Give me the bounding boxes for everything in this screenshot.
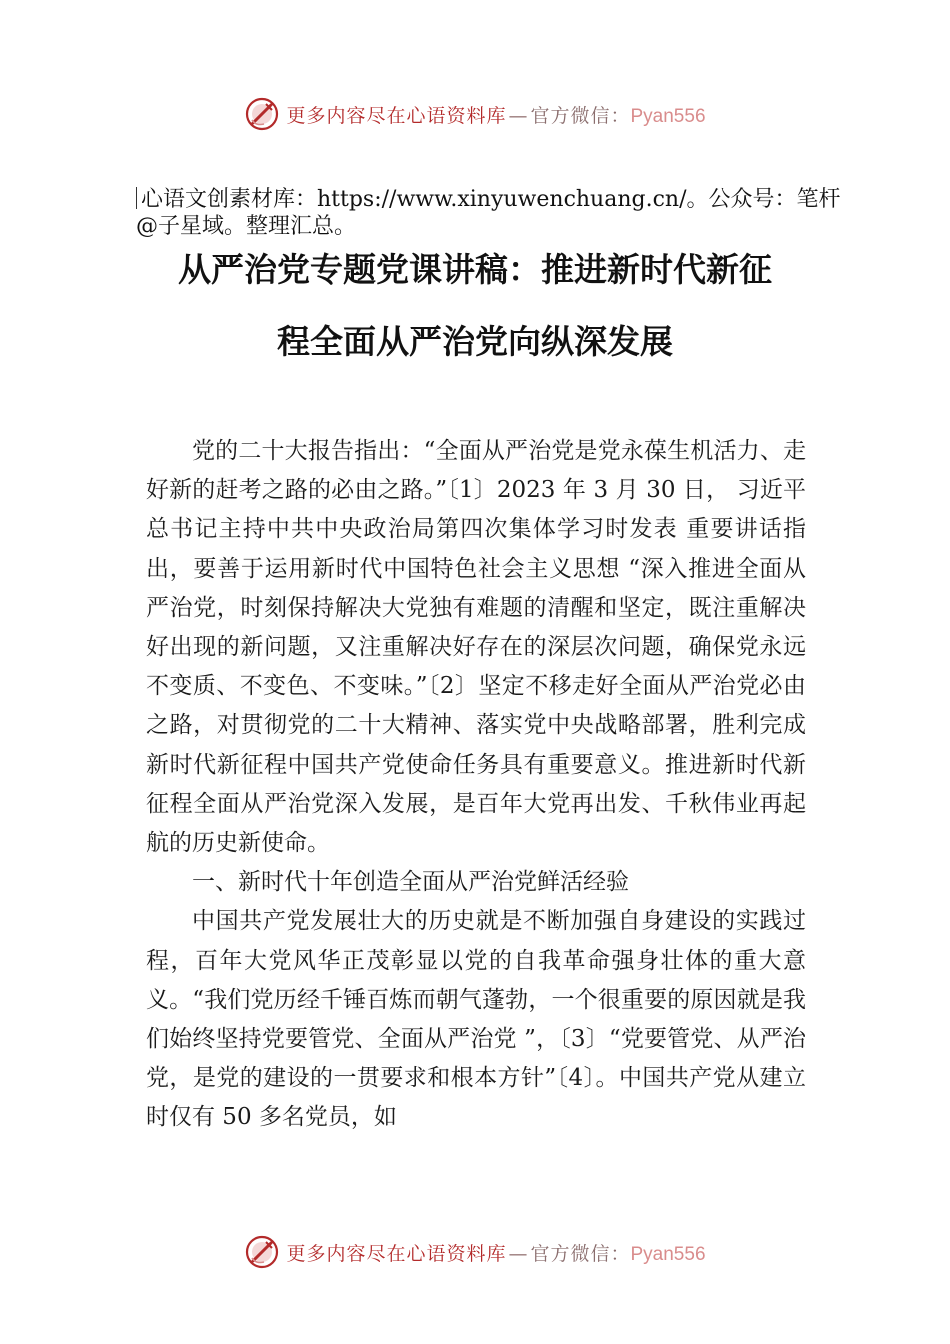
document-body — [146, 432, 806, 1138]
watermark-text — [286, 1239, 705, 1266]
watermark-separator: — — [508, 1242, 529, 1265]
watermark-handle: Pyan556 — [630, 1243, 706, 1265]
pen-circle-logo-icon — [244, 96, 280, 132]
watermark-brand: 更多内容尽在心语资料库 — [286, 1242, 507, 1265]
paragraph-section-1: 中国共产党发展壮大的历史就是不断加强自身建设的实践过程，百年大党风华正茂彰显以党的自我革命强身壮体的重大意义。“我们党历经千锤百炼而朝气蓬勃，一个很重要的原因就是我们始终坚持党要管党、全面从严治党 ”，〔3〕“党要管党、从严治党，是党的建设的一贯要求和根本方针”〔4〕。中国共产党从建立时仅有 50 多名党员，如 — [146, 908, 806, 1131]
source-note — [136, 186, 856, 240]
document-title-line2: 程全面从严治党向纵深发展 — [277, 322, 673, 361]
watermark-separator: — — [508, 104, 529, 127]
watermark-label: 官方微信： — [530, 104, 631, 127]
watermark-header — [0, 92, 950, 136]
watermark-label: 官方微信： — [530, 1242, 631, 1265]
paragraph-intro: 党的二十大报告指出：“全面从严治党是党永葆生机活力、走好新的赶考之路的必由之路。”〔1〕2023 年 3 月 30 日， 习近平总书记主持中共中央政治局第四次集体学习时发表 重要讲话指出，要善于运用新时代中国特色社会主义思想 “深入推进全面从严治党，时刻保持解决大党独有难题的清醒和坚定，既注重解决好出现的新问题，又注重解决好存在的深层次问题，确保党永远不变质、不变色、不变味。”〔2〕坚定不移走好全面从严治党必由之路，对贯彻党的二十大精神、落实党中央战略部署，胜利完成新时代新征程中国共产党使命任务具有重要意义。推进新时代新征程全面从严治党深入发展，是百年大党再出发、千秋伟业再起航的历史新使命。 — [146, 438, 806, 857]
text-cursor-bar — [136, 187, 137, 209]
watermark-footer — [0, 1230, 950, 1274]
watermark-handle: Pyan556 — [630, 105, 706, 127]
watermark-text — [286, 101, 705, 128]
source-note-text: 心语文创素材库：https://www.xinyuwenchuang.cn/。公众号：笔杆@子星域。整理汇总。 — [136, 187, 841, 239]
pen-circle-logo-icon — [244, 1234, 280, 1270]
section-heading-1: 一、新时代十年创造全面从严治党鲜活经验 — [192, 869, 629, 896]
watermark-brand: 更多内容尽在心语资料库 — [286, 104, 507, 127]
document-title-line1: 从严治党专题党课讲稿：推进新时代新征 — [178, 250, 772, 289]
